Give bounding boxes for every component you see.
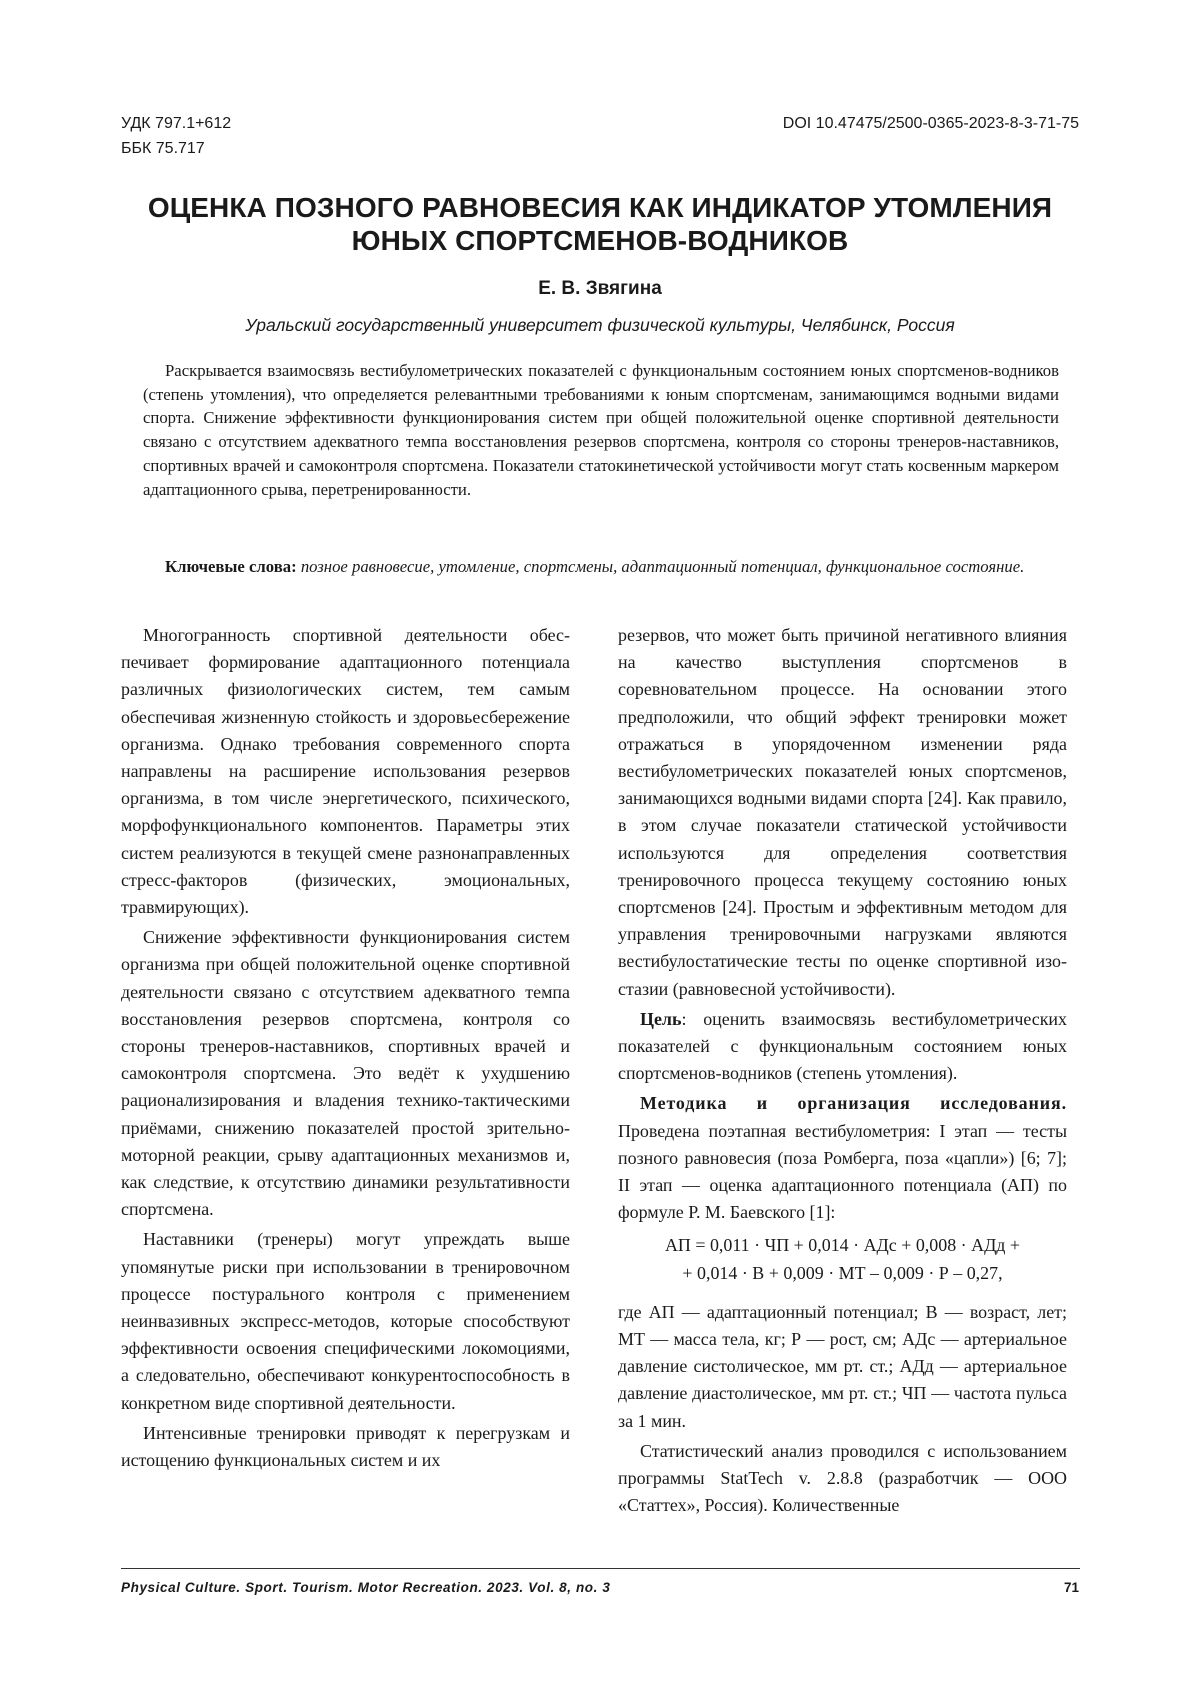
body-column-right xyxy=(618,622,1067,1523)
keywords-label: Ключевые слова: xyxy=(165,557,297,576)
page-number: 71 xyxy=(1063,1580,1079,1595)
paragraph: Наставники (тренеры) могут упреждать выше упомянутые риски при использовании в тренировочном процессе постурального контроля с применением неинвазивных экспресс-методов, которые способствуют эффективности освоения специфическими локомоциями, а следовательно, обеспечивают конкурентоспособность в конкретном виде спортивной деятельности. xyxy=(121,1229,570,1413)
doi-label: DOI 10.47475/2500-0365-2023-8-3-71-75 xyxy=(782,115,1079,132)
title-line-2: ЮНЫХ СПОРТСМЕНОВ-ВОДНИКОВ xyxy=(351,225,849,256)
title-line-1: ОЦЕНКА ПОЗНОГО РАВНОВЕСИЯ КАК ИНДИКАТОР УТОМЛЕНИЯ xyxy=(147,192,1053,223)
paragraph: Снижение эффективности функционирования систем организма при общей положительной оценке спортивной деятельности связано с отсутствием адекватного темпа восстановления резервов спортсмена, контроля со стороны тренеров-наставников, спортивных врачей и самоконтроля спортсмена. Это ведёт к ухудшению рационализирования и владения технико-тактическими приёмами, снижению показателей простой зрительно-моторной реакции, срыву адаптационных механизмов и, как следствие, к отсутствию динамики результативности спортсмена. xyxy=(121,927,570,1220)
formula-line-1: АП = 0,011 · ЧП + 0,014 · АДс + 0,008 · АДд + xyxy=(664,1235,1021,1256)
abstract: Раскрывается взаимосвязь вестибулометрических показателей с функциональным состоянием юных спортсменов-водников (степень утомления), что определяется релевантными требованиями к юным спортсменам, занимающимся водными видами спорта. Снижение эффективности функционирования систем при общей положительной оценке спортивной деятельности связано с отсутствием адекватного темпа восстановления резервов спортсмена, контроля со стороны тренеров-наставников, спортивных врачей и самоконтроля спортсмена. Показатели статокинетической устойчивости могут стать косвенным маркером адаптационного срыва, перетренированности. xyxy=(143,361,1059,499)
footer-divider xyxy=(121,1568,1080,1569)
udc-code: УДК 797.1+612 xyxy=(121,115,232,132)
footer-journal-title: Physical Culture. Sport. Tourism. Motor Recreation. 2023. Vol. 8, no. 3 xyxy=(121,1580,611,1595)
bbk-code: ББК 75.717 xyxy=(121,140,205,157)
author-affiliation: Уральский государственный университет физической культуры, Челябинск, Россия xyxy=(245,315,955,335)
paragraph: резервов, что может быть причиной негативного влияния на качество выступления спортсменов в соревновательном процессе. На основании этого предположили, что общий эффект тренировки может отражаться в упорядоченном изменении ряда вестибулометрических показателей юных спортсменов, занимающихся водными видами спорта [24]. Как правило, в этом случае показатели статической устойчивости используются для определения соответствия тренировочного процесса текущему состоянию юных спортсменов [24]. Простым и эффективным методом для управления тренировочными нагрузками являются вестибулостатические тесты по оценке спортивной изостазии (равновесной устойчивости). xyxy=(618,625,1067,999)
author-name: Е. В. Звягина xyxy=(538,278,662,299)
methods-text: Проведена поэтапная вестибулометрия: I этап — тесты позного равновесия (поза Ромберга, поза «цапли») [6; 7]; II этап — оценка адаптационного потенциала (АП) по формуле Р. М. Баевского [1]: xyxy=(618,1120,1067,1223)
article-title xyxy=(100,191,1100,257)
keywords xyxy=(143,555,1059,580)
formula-line-2: + 0,014 · В + 0,009 · МТ – 0,009 · Р – 0,27, xyxy=(682,1262,1003,1283)
goal-label: Цель xyxy=(640,1008,682,1029)
methods-paragraph xyxy=(618,1090,1067,1226)
goal-paragraph xyxy=(618,1006,1067,1088)
paragraph: Интенсивные тренировки приводят к перегрузкам и истощению функциональных систем и их xyxy=(121,1422,570,1471)
body-column-left xyxy=(121,622,570,1477)
paragraph: Многогранность спортивной деятельности обеспечивает формирование адаптационного потенциала различных физиологических систем, тем самым обеспечивая жизненную стойкость и здоровьесбережение организма. Однако требования современного спорта направлены на расширение использования резервов организма, в том числе энергетического, психического, морфофункционального компонентов. Параметры этих систем реализуются в текущей смене разнонаправленных стресс-факторов (физических, эмоциональных, травмирующих). xyxy=(121,625,570,918)
keywords-text: позное равновесие, утомление, спортсмены, адаптационный потенциал, функциональное состояние. xyxy=(300,557,1025,576)
goal-text: : оценить взаимосвязь вестибулометрических показателей с функциональным состоянием юных спортсменов-водников (степень утомления). xyxy=(618,1008,1067,1084)
formula-legend: где АП — адаптационный потенциал; В — возраст, лет; МТ — масса тела, кг; Р — рост, см; АДс — артериальное давление систолическое, мм рт. ст.; АДд — артериальное давление диастолическое, мм рт. ст.; ЧП — частота пульса за 1 мин. xyxy=(618,1301,1067,1431)
formula xyxy=(618,1232,1067,1286)
paragraph: Статистический анализ проводился с использованием программы StatTech v. 2.8.8 (разработчик — ООО «Статтех», Россия). Количественные xyxy=(618,1440,1067,1516)
methods-heading: Методика и организация исследования. xyxy=(640,1093,1067,1114)
